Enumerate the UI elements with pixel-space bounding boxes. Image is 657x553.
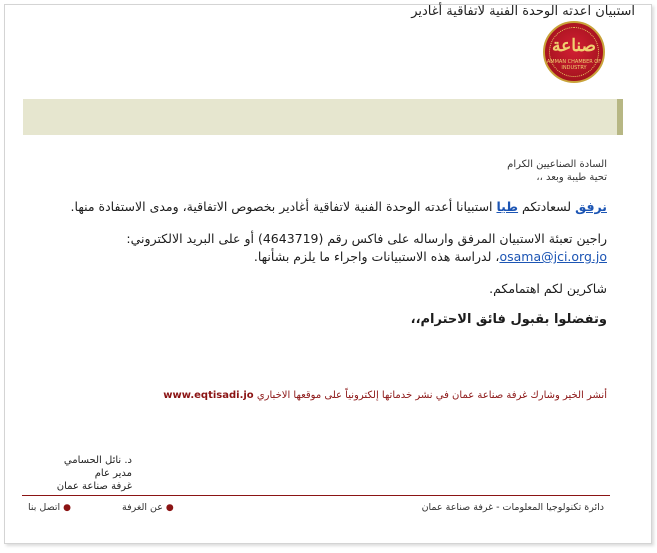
signature-block xyxy=(22,454,132,493)
footer-credit: دائرة تكنولوجيا المعلومات - غرفة صناعة عمان xyxy=(421,502,604,513)
page-title: استبيان اعدته الوحدة الفنية لاتفاقية أغادير xyxy=(411,4,635,19)
greeting: تحية طيبة وبعد ،، xyxy=(536,172,607,183)
about-chamber-label: عن الغرفة xyxy=(122,502,163,513)
paragraph-2-end: ، لدراسة هذه الاستبيانات واجراء ما يلزم بشأنها. xyxy=(253,249,500,264)
attachment-link-2[interactable]: طيا xyxy=(496,199,519,214)
email-link[interactable]: osama@jci.org.jo xyxy=(499,249,607,264)
paragraph-1-text-a: لسعادتكم xyxy=(518,199,576,214)
contact-us-label: اتصل بنا xyxy=(28,502,61,513)
thanks-line: شاكرين لكم اهتمامكم. xyxy=(489,281,607,296)
attachment-link[interactable]: نرفق xyxy=(575,199,607,214)
logo-subtitle: AMMAN CHAMBER OF INDUSTRY xyxy=(546,59,602,71)
salutation: السادة الصناعيين الكرام xyxy=(507,159,607,170)
paragraph-1 xyxy=(60,198,607,216)
logo-wordmark: صناعة xyxy=(551,36,596,56)
title-band-accent xyxy=(617,99,623,135)
closing-line: وتفضلوا بقبول فائق الاحترام،، xyxy=(410,312,607,327)
promo-line xyxy=(140,390,607,401)
bullet-icon: ● xyxy=(63,503,72,513)
footer xyxy=(22,500,610,516)
website-link[interactable]: www.eqtisadi.jo xyxy=(163,390,254,401)
title-band xyxy=(23,99,623,135)
paragraph-2-text: راجين تعبئة الاستبيان المرفق وارساله على فاكس رقم (4643719) أو على البريد الالكتروني: xyxy=(126,231,607,246)
paragraph-2 xyxy=(60,230,607,266)
promo-text: أنشر الخير وشارك غرفة صناعة عمان في نشر خدماتها إلكترونياً على موقعها الاخباري xyxy=(253,390,607,401)
bullet-icon: ● xyxy=(165,503,174,513)
footer-divider xyxy=(22,495,610,496)
message-body xyxy=(60,158,607,329)
signature-role: مدير عام xyxy=(94,468,132,479)
signature-org: غرفة صناعة عمان xyxy=(56,481,132,492)
chamber-logo xyxy=(543,21,605,83)
paragraph-1-text-b: استبيانا أعدته الوحدة الفنية لاتفاقية أغادير بخصوص الاتفاقية، ومدى الاستفادة منها. xyxy=(70,199,497,214)
about-chamber-link[interactable] xyxy=(122,502,174,513)
contact-us-link[interactable] xyxy=(28,502,71,513)
signature-name: د. نائل الحسامي xyxy=(63,455,132,466)
